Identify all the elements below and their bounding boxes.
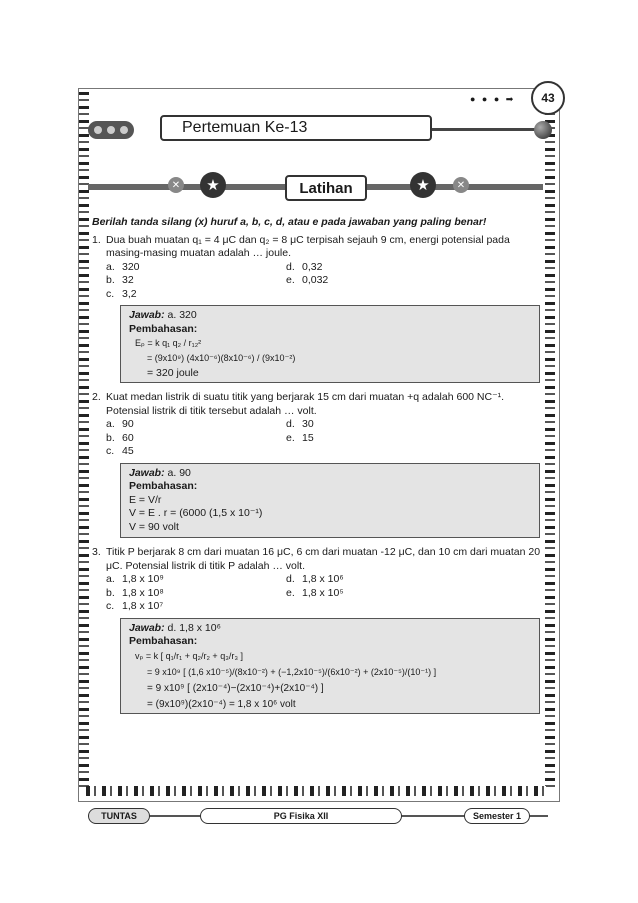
options	[92, 261, 542, 302]
option-c[interactable]: c. 45	[106, 445, 134, 457]
decorative-border-bottom	[86, 786, 546, 796]
option-d[interactable]: d. 0,32	[286, 260, 323, 273]
step: vₚ = k [ q₁/r₁ + q₂/r₂ + q₃/r₃ ]	[135, 650, 244, 661]
discussion-label: Pembahasan:	[129, 635, 198, 647]
option-e[interactable]: e. 1,8 x 10⁵	[286, 586, 344, 599]
answer-box	[120, 305, 540, 383]
option-a[interactable]: a. 90	[106, 418, 134, 430]
question-number: 2.	[92, 391, 101, 403]
step: V = 90 volt	[129, 520, 179, 533]
question-number: 1.	[92, 233, 101, 246]
question-3	[92, 546, 542, 714]
section-band	[88, 175, 543, 199]
answer-box	[120, 618, 540, 714]
section-title: Latihan	[285, 175, 367, 201]
question-2	[92, 391, 542, 538]
option-a[interactable]: a. 1,8 x 10⁹	[106, 573, 164, 585]
question-number: 3.	[92, 546, 101, 558]
step: Eₚ = k q₁ q₂ / r₁₂²	[135, 338, 202, 348]
option-b[interactable]: b. 32	[106, 274, 134, 286]
discussion-label: Pembahasan:	[129, 480, 198, 492]
x-circle-icon: ✕	[453, 177, 469, 193]
option-d[interactable]: d. 30	[286, 418, 314, 430]
footer-series: TUNTAS	[88, 808, 150, 824]
step: V = E . r = (6000 (1,5 x 10⁻¹)	[129, 507, 263, 519]
answer-value: a. 90	[167, 466, 191, 479]
step: = (9x10⁹) (4x10⁻⁶)(8x10⁻⁶) / (9x10⁻²)	[147, 353, 296, 363]
page-number: 43	[531, 81, 565, 115]
step: = 9 x10⁹ [ (1,6 x10⁻⁵)/(8x10⁻²) + (−1,2x10⁻⁵)/(6x10⁻²) + (2x10⁻⁵)/(10⁻¹) ]	[147, 666, 437, 677]
step: = 320 joule	[147, 367, 199, 379]
options	[92, 573, 542, 614]
option-c[interactable]: c. 3,2	[106, 287, 137, 300]
meeting-title: Pertemuan Ke-13	[160, 115, 432, 141]
answer-box	[120, 463, 540, 539]
step: = 9 x10⁹ [ (2x10⁻⁴)−(2x10⁻⁴)+(2x10⁻⁴) ]	[147, 682, 324, 694]
star-icon: ★	[410, 172, 436, 198]
option-e[interactable]: e. 15	[286, 431, 314, 444]
dots-decoration-icon	[88, 121, 134, 139]
question-1	[92, 234, 542, 384]
option-e[interactable]: e. 0,032	[286, 274, 329, 286]
answer-label: Jawab:	[129, 466, 165, 479]
answer-value: a. 320	[167, 309, 197, 321]
question-text: Kuat medan listrik di suatu titik yang berjarak 15 cm dari muatan +q adalah 600 NC⁻¹. Potensial listrik di titik tersebut adalah … volt.	[106, 391, 505, 417]
question-text: Dua buah muatan q₁ = 4 μC dan q₂ = 8 μC terpisah sejauh 9 cm, energi potensial pada masing-masing muatan adalah … joule.	[106, 233, 510, 259]
footer-semester: Semester 1	[464, 808, 530, 824]
step: E = V/r	[129, 493, 162, 506]
arrow-decoration-icon: ● ● ● ➡	[470, 94, 516, 104]
ball-decoration-icon	[534, 121, 552, 139]
instruction: Berilah tanda silang (x) huruf a, b, c, d, atau e pada jawaban yang paling benar!	[92, 216, 487, 228]
x-circle-icon: ✕	[168, 177, 184, 193]
exercise-content	[92, 216, 542, 722]
star-icon: ★	[200, 172, 226, 198]
options	[92, 418, 542, 459]
discussion-label: Pembahasan:	[129, 322, 198, 335]
option-d[interactable]: d. 1,8 x 10⁶	[286, 573, 344, 585]
answer-value: d. 1,8 x 10⁶	[167, 621, 221, 634]
header-line	[432, 128, 536, 131]
decorative-border-right	[545, 92, 555, 792]
option-b[interactable]: b. 1,8 x 10⁸	[106, 586, 164, 599]
answer-label: Jawab:	[129, 621, 165, 634]
step: = (9x10⁹)(2x10⁻⁴) = 1,8 x 10⁶ volt	[147, 698, 296, 710]
page-footer	[88, 808, 548, 826]
answer-label: Jawab:	[129, 309, 165, 321]
question-text: Titik P berjarak 8 cm dari muatan 16 μC, 6 cm dari muatan -12 μC, dan 10 cm dari muatan 20 μC. Potensial listrik di titik P adalah … volt.	[106, 546, 541, 572]
option-b[interactable]: b. 60	[106, 431, 134, 444]
footer-book-title: PG Fisika XII	[200, 808, 402, 824]
header-band	[88, 115, 543, 145]
option-a[interactable]: a. 320	[106, 260, 140, 273]
option-c[interactable]: c. 1,8 x 10⁷	[106, 600, 164, 612]
